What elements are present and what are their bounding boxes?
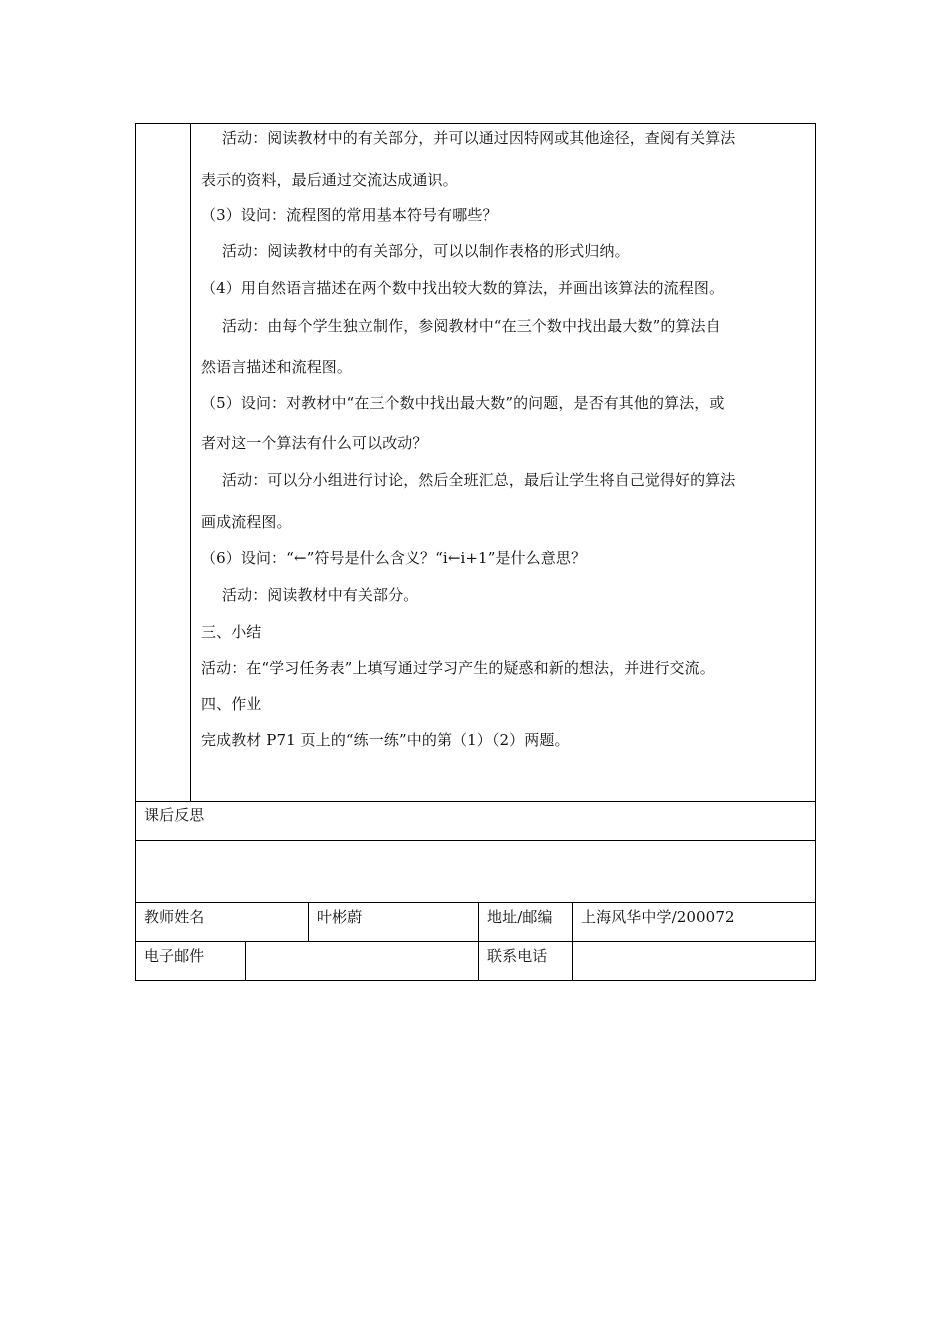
content-line: 完成教材 P71 页上的“练一练”中的第（1）（2）两题。 [201, 731, 570, 749]
content-line: （6）设问：“←”符号是什么含义？“i←i+1”是什么意思？ [201, 549, 587, 567]
row-divider-reflection-top [135, 801, 816, 802]
teacher-name-label: 教师姓名 [144, 908, 205, 926]
row-divider-info-mid [135, 941, 816, 942]
content-line: 活动：阅读教材中的有关部分，可以以制作表格的形式归纳。 [222, 242, 630, 260]
info-divider-b [572, 902, 573, 981]
teacher-name-value: 叶彬蔚 [317, 908, 363, 926]
content-line: 者对这一个算法有什么可以改动？ [201, 434, 428, 452]
phone-label: 联系电话 [487, 947, 548, 965]
content-line: 画成流程图。 [201, 513, 292, 531]
teacher-row-divider-1 [308, 902, 309, 942]
content-line: （5）设问：对教材中“在三个数中找出最大数”的问题，是否有其他的算法，或 [201, 394, 725, 412]
table-left-border [135, 123, 136, 981]
table-top-border [135, 123, 816, 124]
row-divider-reflection-mid [135, 840, 816, 841]
content-line: 活动：在“学习任务表”上填写通过学习产生的疑惑和新的想法，并进行交流。 [201, 659, 715, 677]
content-line: 活动：由每个学生独立制作，参阅教材中“在三个数中找出最大数”的算法自 [222, 317, 721, 335]
content-line: 表示的资料，最后通过交流达成通识。 [201, 171, 458, 189]
address-label: 地址/邮编 [487, 908, 553, 926]
table-bottom-border [135, 980, 816, 981]
content-line: 活动：阅读教材中的有关部分，并可以通过因特网或其他途径，查阅有关算法 [222, 129, 736, 147]
content-line: 活动：可以分小组进行讨论，然后全班汇总，最后让学生将自己觉得好的算法 [222, 471, 736, 489]
email-label: 电子邮件 [144, 947, 205, 965]
reflection-label: 课后反思 [144, 806, 205, 824]
content-line: 然语言描述和流程图。 [201, 358, 353, 376]
content-line: 活动：阅读教材中有关部分。 [222, 586, 419, 604]
section-heading-homework: 四、作业 [201, 695, 262, 713]
section-heading-summary: 三、小结 [201, 623, 262, 641]
info-divider-a [478, 902, 479, 981]
content-column-divider [190, 123, 191, 802]
row-divider-info-top [135, 902, 816, 903]
content-line: （3）设问：流程图的常用基本符号有哪些？ [201, 206, 498, 224]
table-right-border [815, 123, 816, 981]
address-value: 上海风华中学/200072 [581, 908, 735, 926]
email-row-divider [245, 941, 246, 981]
content-line: （4）用自然语言描述在两个数中找出较大数的算法，并画出该算法的流程图。 [201, 279, 725, 297]
